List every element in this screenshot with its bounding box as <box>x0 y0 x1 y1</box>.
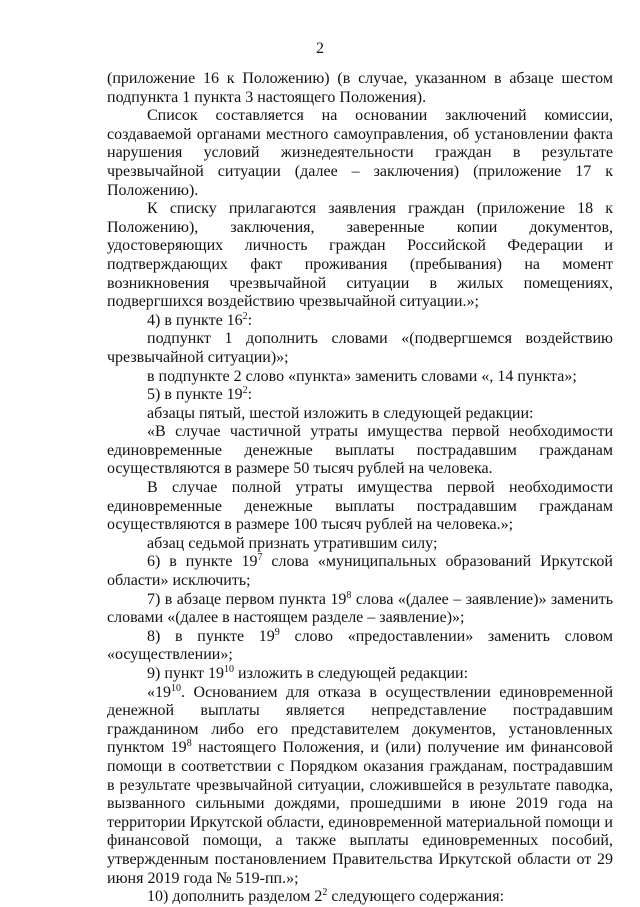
paragraph-text: следующего содержания: <box>327 888 505 906</box>
superscript-number: 7 <box>257 552 263 564</box>
paragraph <box>107 628 613 665</box>
paragraph-text: подпункт 1 дополнить словами «(подвергшемся воздействию чрезвычайной ситуации)»; <box>107 330 613 366</box>
superscript-number: 8 <box>346 589 352 601</box>
paragraph-text: слова «(далее – заявление)» заменить словами «(далее в настоящем разделе – заявление)»; <box>107 590 613 627</box>
paragraph-text: 5) в пункте 19 <box>147 386 243 404</box>
paragraph <box>107 200 613 312</box>
paragraph-text: (приложение 16 к Положению) (в случае, указанном в абзаце шестом подпункта 1 пункта 3 настоящего Положения). <box>107 70 613 106</box>
paragraph-text: «В случае частичной утраты имущества первой необходимости единовременные денежные выплаты пострадавшим гражданам осуществляются в размере 50 тысяч рублей на человека. <box>107 423 613 478</box>
page-number: 2 <box>316 40 324 57</box>
paragraph-text: 8) в пункте 19 <box>147 627 275 645</box>
superscript-number: 10 <box>224 664 235 675</box>
superscript-number: 10 <box>171 682 181 694</box>
paragraph-text: В случае полной утраты имущества первой необходимости единовременные денежные выплаты пострадавшим гражданам осуществляются в размере 100 тысяч рублей на человека.»; <box>107 479 613 534</box>
paragraph-text: изложить в следующей редакции: <box>234 665 469 682</box>
paragraph-text: К списку прилагаются заявления граждан (приложение 18 к Положению), заключения, заверенные копии документов, удостоверяющих личность граждан Российской Федерации и подтверждающих факт проживания (пребывания) на момент возникновения чрезвычайной ситуации в жилых помещениях, подвергшихся воздействию чрезвычайной ситуации.»; <box>107 200 613 311</box>
paragraph-text: 6) в пункте 19 <box>147 553 258 571</box>
paragraph-text: абзац седьмой признать утратившим силу; <box>147 534 438 552</box>
paragraph-text: 4) в пункте 16 <box>147 311 243 329</box>
superscript-number: 9 <box>274 626 280 638</box>
paragraph <box>107 684 613 889</box>
paragraph-text: настоящего Положения, и (или) получение им финансовой помощи в соответствии с Порядком оказания гражданам, пострадавшим в результате чрезвычайной ситуации, сложившейся в результате паводка, вызванного сильными дождями, прошедшими в июне 2019 года на территории Иркутской области, единовременной материальной помощи и финансовой помощи, а также выплаты единовременных пособий, утвержденным постановлением Правительства Иркутской области от 29 июня 2019 года № 519-пп.»; <box>107 739 613 887</box>
paragraph <box>107 553 613 590</box>
paragraph <box>107 665 613 684</box>
paragraph-text: «19 <box>147 683 171 701</box>
paragraph-text: : <box>247 311 253 329</box>
paragraph <box>107 535 613 554</box>
paragraph-text: слова «муниципальных образований Иркутской области» исключить; <box>107 553 613 590</box>
paragraph <box>107 312 613 331</box>
paragraph <box>107 368 613 387</box>
paragraph-text: слово «предоставлении» заменить словом «осуществлении»; <box>107 627 613 664</box>
paragraph <box>107 888 613 907</box>
paragraph <box>107 405 613 424</box>
paragraph-text: абзацы пятый, шестой изложить в следующей редакции: <box>147 404 534 422</box>
paragraph-text: 9) пункт 19 <box>147 665 225 682</box>
paragraph-text: . Основанием для отказа в осуществлении единовременной денежной выплаты является непредставление пострадавшим гражданином либо его представителем документов, установленных пунктом 19 <box>107 683 613 757</box>
paragraph <box>107 386 613 405</box>
superscript-number: 2 <box>322 887 328 899</box>
paragraph-text: : <box>247 386 253 404</box>
paragraph <box>107 591 613 628</box>
superscript-number: 2 <box>242 385 248 397</box>
superscript-number: 8 <box>186 738 192 750</box>
paragraph-text: Список составляется на основании заключений комиссии, создаваемой органами местного самоуправления, об установлении факта нарушения условий жизнедеятельности граждан в результате чрезвычайной ситуации (далее – заключения) (приложение 17 к Положению). <box>107 107 613 199</box>
paragraph <box>107 330 613 367</box>
superscript-number: 2 <box>242 310 248 322</box>
paragraph <box>107 70 613 107</box>
paragraph-text: 7) в абзаце первом пункта 19 <box>147 590 347 608</box>
paragraph-text: в подпункте 2 слово «пункта» заменить словами «, 14 пункта»; <box>147 367 577 385</box>
paragraph <box>107 107 613 200</box>
paragraph <box>107 423 613 479</box>
paragraph <box>107 479 613 535</box>
paragraph-text: 10) дополнить разделом 2 <box>147 888 323 906</box>
document-body <box>107 70 613 907</box>
